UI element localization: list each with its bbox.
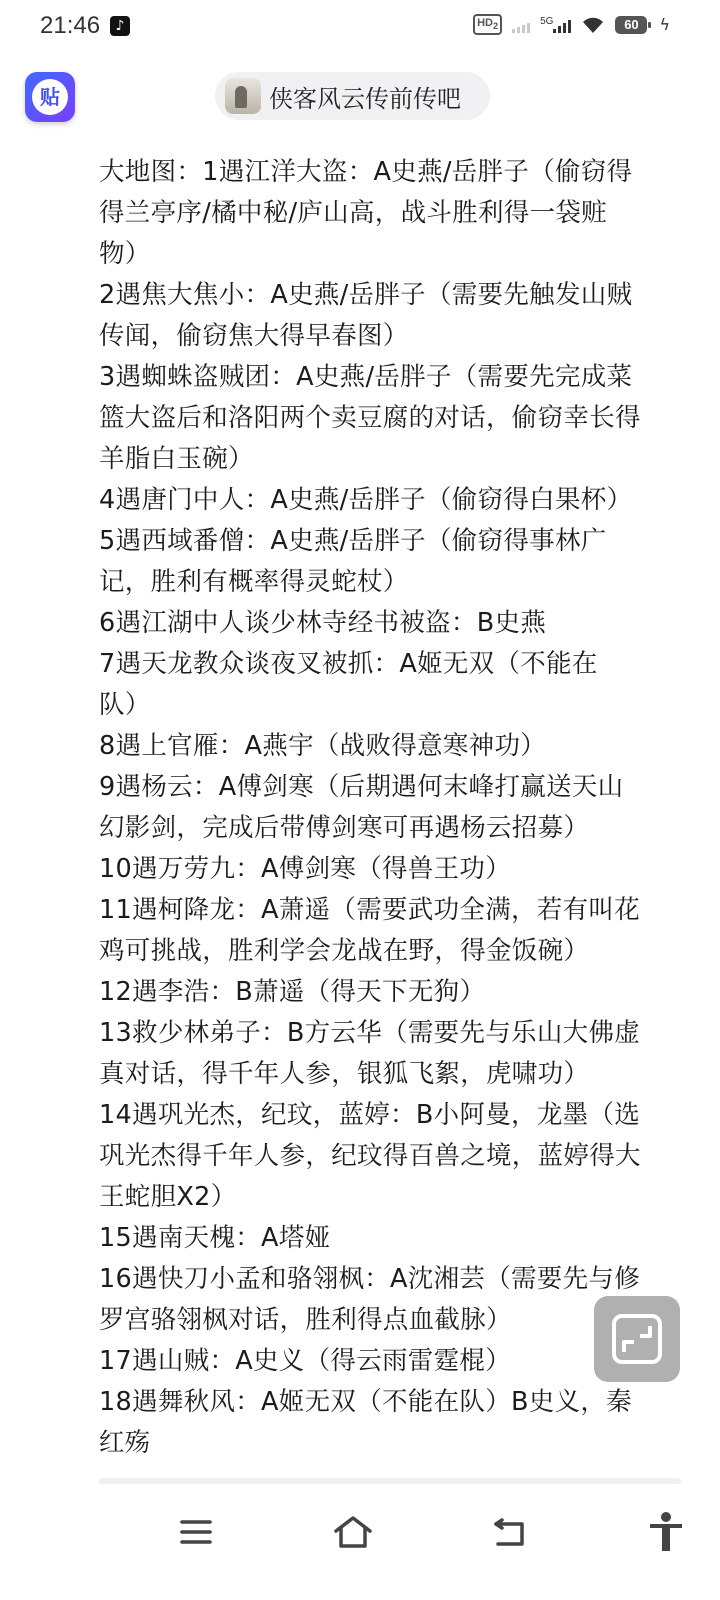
post-line: 篮大盗后和洛阳两个卖豆腐的对话，偷窃幸长得 <box>99 403 641 433</box>
post-line: 红殇 <box>99 1428 151 1458</box>
accessibility-icon <box>648 1511 684 1553</box>
home-button[interactable] <box>323 1502 383 1562</box>
status-bar <box>0 0 720 56</box>
post-line: 9遇杨云：A傅剑寒（后期遇何末峰打赢送天山 <box>99 772 624 802</box>
post-line: 4遇唐门中人：A史燕/岳胖子（偷窃得白果杯） <box>99 485 633 515</box>
forum-avatar <box>225 78 261 114</box>
post-line: 记，胜利有概率得灵蛇杖） <box>99 567 409 597</box>
post-line: 17遇山贼：A史义（得云雨雷霆棍） <box>99 1346 511 1376</box>
content-separator <box>99 1478 681 1484</box>
hd-voice-icon: $HD_2$ <box>473 14 502 35</box>
post-line: 18遇舞秋风：A姬无双（不能在队）B史义，秦 <box>99 1387 632 1417</box>
post-line: 11遇柯降龙：A萧遥（需要武功全满，若有叫花 <box>99 895 640 925</box>
post-line: 6遇江湖中人谈少林寺经书被盗：B史燕 <box>99 608 547 638</box>
battery-icon: 60 <box>615 16 647 34</box>
system-nav-bar <box>0 1490 720 1600</box>
post-line: 王蛇胆X2） <box>99 1182 237 1212</box>
post-line: 鸡可挑战，胜利学会龙战在野，得金饭碗） <box>99 936 590 966</box>
forum-chip[interactable] <box>215 72 490 120</box>
post-line: 3遇蜘蛛盗贼团：A史燕/岳胖子（需要先完成菜 <box>99 362 633 392</box>
signal-sim2-icon: 5G <box>540 16 571 33</box>
post-line: 13救少林弟子：B方云华（需要先与乐山大佛虚 <box>99 1018 641 1048</box>
post-line: 8遇上官雁：A燕宇（战败得意寒神功） <box>99 731 547 761</box>
post-line: 12遇李浩：B萧遥（得天下无狗） <box>99 977 486 1007</box>
back-button[interactable] <box>480 1502 540 1562</box>
signal-sim1-icon <box>512 17 530 33</box>
forum-name: 侠客风云传前传吧 <box>269 84 461 113</box>
post-line: 2遇焦大焦小：A史燕/岳胖子（需要先触发山贼 <box>99 280 633 310</box>
post-line: 巩光杰得千年人参，纪玟得百兽之境，蓝婷得大 <box>99 1141 641 1171</box>
status-time: 21:46 <box>40 12 101 39</box>
post-line: 14遇巩光杰，纪玟，蓝婷：B小阿曼，龙墨（选 <box>99 1100 641 1130</box>
post-line: 队） <box>99 690 151 720</box>
fullscreen-button[interactable] <box>594 1296 680 1382</box>
post-line: 15遇南天槐：A塔娅 <box>99 1223 331 1253</box>
post-line: 7遇天龙教众谈夜叉被抓：A姬无双（不能在 <box>99 649 598 679</box>
app-icon-label: 贴 <box>32 79 68 115</box>
post-line: 16遇快刀小孟和骆翎枫：A沈湘芸（需要先与修 <box>99 1264 640 1294</box>
accessibility-button[interactable] <box>636 1502 696 1562</box>
post-line: 物） <box>99 239 151 269</box>
post-line: 罗宫骆翎枫对话，胜利得点血截脉） <box>99 1305 512 1335</box>
charging-icon: ϟ <box>659 15 670 35</box>
fullscreen-icon <box>610 1312 664 1366</box>
post-line: 10遇万劳九：A傅剑寒（得兽王功） <box>99 854 511 884</box>
post-line: 羊脂白玉碗） <box>99 444 254 474</box>
wifi-icon <box>581 16 605 34</box>
back-icon <box>492 1516 528 1548</box>
post-line: 5遇西域番僧：A史燕/岳胖子（偷窃得事林广 <box>99 526 607 556</box>
post-line: 传闻，偷窃焦大得早春图） <box>99 321 409 351</box>
menu-icon <box>179 1518 213 1546</box>
post-content <box>99 152 689 1464</box>
post-line: 大地图：1遇江洋大盗：A史燕/岳胖子（偷窃得 <box>99 157 633 187</box>
home-icon <box>333 1515 373 1549</box>
status-indicators <box>473 14 670 35</box>
post-line: 幻影剑，完成后带傅剑寒可再遇杨云招募） <box>99 813 590 843</box>
post-line: 真对话，得千年人参，银狐飞絮，虎啸功） <box>99 1059 590 1089</box>
post-line: 得兰亭序/橘中秘/庐山高，战斗胜利得一袋赃 <box>99 198 607 228</box>
menu-button[interactable] <box>166 1502 226 1562</box>
tiktok-notification-icon: ♪ <box>110 16 130 36</box>
tieba-app-icon[interactable] <box>25 72 75 122</box>
